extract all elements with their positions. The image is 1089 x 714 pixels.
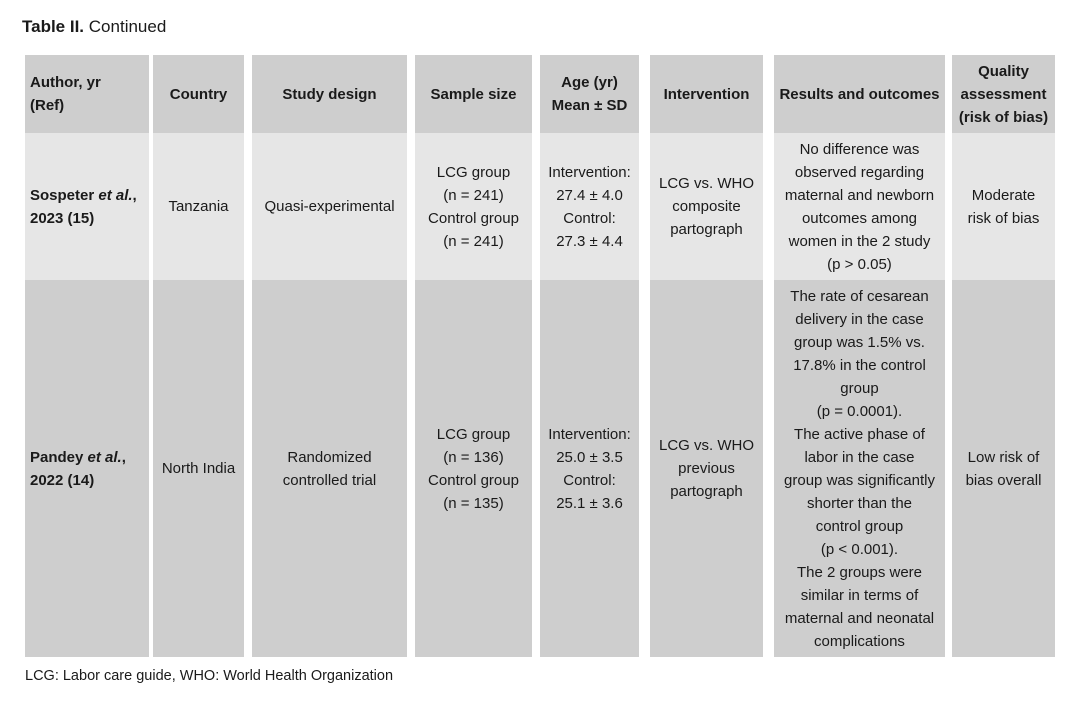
row1-country: Tanzania [153, 133, 244, 280]
table-caption [22, 17, 166, 37]
row2-design: Randomized controlled trial [252, 280, 407, 657]
row1-age: Intervention: 27.4 ± 4.0 Control: 27.3 ± 4.4 [540, 133, 639, 280]
row2-quality: Low risk of bias overall [952, 280, 1055, 657]
row2-country: North India [153, 280, 244, 657]
header-results: Results and outcomes [774, 55, 945, 133]
row2-author: Pandey et al., 2022 (14) [25, 280, 149, 657]
header-intervention: Intervention [650, 55, 763, 133]
row1-intervention: LCG vs. WHO composite partograph [650, 133, 763, 280]
row1-design: Quasi-experimental [252, 133, 407, 280]
row2-sample: LCG group (n = 136) Control group (n = 135) [415, 280, 532, 657]
row1-sample: LCG group (n = 241) Control group (n = 241) [415, 133, 532, 280]
header-age: Age (yr) Mean ± SD [540, 55, 639, 133]
header-author: Author, yr (Ref) [25, 55, 149, 133]
header-quality: Quality assessment (risk of bias) [952, 55, 1055, 133]
row1-author: Sospeter et al., 2023 (15) [25, 133, 149, 280]
row2-age: Intervention: 25.0 ± 3.5 Control: 25.1 ± 3.6 [540, 280, 639, 657]
row1-results: No difference was observed regarding maternal and newborn outcomes among women in the 2 study (p > 0.05) [774, 133, 945, 280]
row2-results: The rate of cesarean delivery in the case group was 1.5% vs. 17.8% in the control group (p = 0.0001). The active phase of labor in the case group was significantly shorter than the control group (p < 0.001). The 2 groups were similar in terms of maternal and neonatal complications [774, 280, 945, 657]
header-country: Country [153, 55, 244, 133]
table-caption-text: Continued [88, 17, 167, 36]
table-footnote: LCG: Labor care guide, WHO: World Health Organization [25, 668, 394, 684]
header-study-design: Study design [252, 55, 407, 133]
row1-quality: Moderate risk of bias [952, 133, 1055, 280]
header-sample-size: Sample size [415, 55, 532, 133]
table-caption-label: Table II. [22, 17, 85, 36]
row2-intervention: LCG vs. WHO previous partograph [650, 280, 763, 657]
